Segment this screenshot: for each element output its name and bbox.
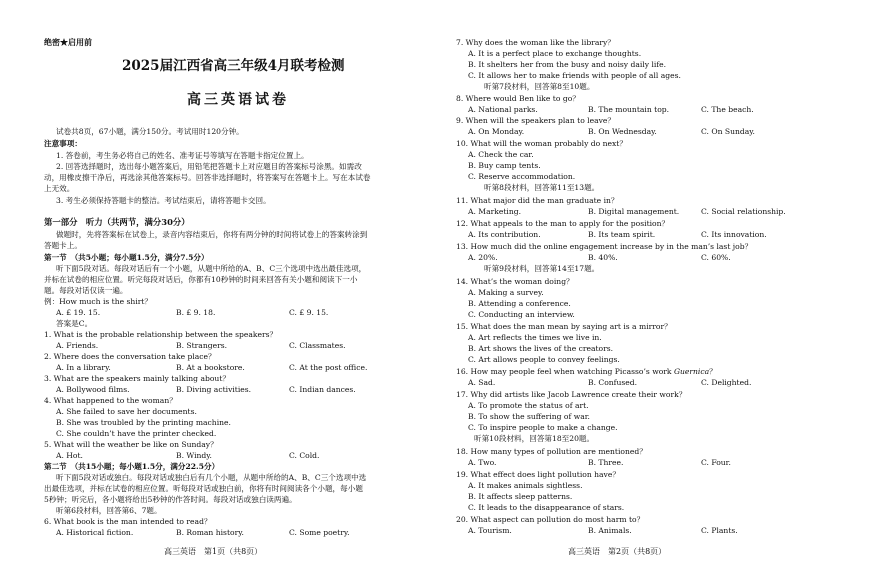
option: A. Tourism. [468, 526, 512, 535]
section1-intro: 并标在试卷的相应位置。听完每段对话后，你都有10秒钟的时间来回答有关小题和阅读下一小 [44, 275, 358, 284]
option: B. Windy. [176, 451, 212, 460]
listen-instruction: 听第8段材料，回答第11至13题。 [484, 183, 600, 192]
option: A. Sad. [468, 378, 496, 387]
option: C. It leads to the disappearance of stars. [468, 503, 625, 512]
option: C. Conducting an interview. [468, 310, 575, 319]
question-text: 20. What aspect can pollution do most harm to？ [456, 515, 645, 524]
option: B. 40%. [588, 253, 618, 262]
option: B. The mountain top. [588, 105, 670, 114]
notes-label: 注意事项： [44, 139, 82, 148]
part1-intro: 做题时，先将答案标在试卷上，录音内容结束后，你将有两分钟的时间将试卷上的答案转涂到 [56, 230, 368, 239]
note-line: 动，用橡皮擦干净后，再选涂其他答案标号。回答非选择题时，将答案写在答题卡上。写在本试卷 [44, 173, 371, 182]
question-text: 10. What will the woman probably do next？ [456, 139, 627, 148]
option: B. Roman history. [176, 528, 244, 537]
exam-title: 2025届江西省高三年级4月联考检测 [122, 58, 345, 74]
option: C. Art allows people to convey feelings. [468, 355, 620, 364]
option: A. She failed to save her documents. [56, 407, 197, 416]
section2-intro: 5秒钟；听完后，各小题将给出5秒钟的作答时间。每段对话或独白读两遍。 [44, 495, 297, 504]
option: C. On Sunday. [701, 127, 755, 136]
option: B. She was troubled by the printing machine. [56, 418, 231, 427]
option: B. On Wednesday. [588, 127, 657, 136]
question-text: 19. What effect does light pollution have？ [456, 470, 620, 479]
option: B. Attending a conference. [468, 299, 571, 308]
option: C. Some poetry. [289, 528, 350, 537]
option: A. Check the car. [468, 150, 534, 159]
listen-instruction: 听第6段材料，回答第6、7题。 [56, 506, 162, 515]
question-text: 3. What are the speakers mainly talking about？ [44, 374, 230, 383]
option: A. It is a perfect place to exchange thoughts. [468, 49, 642, 58]
note-line: 上无效。 [44, 184, 75, 193]
option: B. Confused. [588, 378, 638, 387]
option: A. Marketing. [468, 207, 521, 216]
option: C. It allows her to make friends with people of all ages. [468, 71, 681, 80]
question-text: 8. Where would Ben like to go？ [456, 94, 580, 103]
question-text: 2. Where does the conversation take place？ [44, 352, 216, 361]
option: A. 20%. [468, 253, 498, 262]
question-text: 11. What major did the man graduate in？ [456, 196, 619, 205]
option: A. Art reflects the times we live in. [468, 333, 602, 342]
option: B. Strangers. [176, 341, 228, 350]
exam-info: 试卷共8页，67小题，满分150分。考试用时120分钟。 [56, 127, 244, 136]
option: A. Two. [468, 458, 497, 467]
option: B. Buy camp tents. [468, 161, 541, 170]
listen-instruction: 听第7段材料，回答第8至10题。 [484, 82, 595, 91]
option: C. Classmates. [289, 341, 346, 350]
option: B. It shelters her from the busy and noisy daily life. [468, 60, 667, 69]
option: C. Its innovation. [701, 230, 767, 239]
question-text [456, 367, 717, 376]
option: B. Diving activities. [176, 385, 252, 394]
section1-intro: 题。每段对话仅读一遍。 [44, 286, 128, 295]
option: C. Four. [701, 458, 731, 467]
section2-intro: 听下面5段对话或独白。每段对话或独白后有几个小题，从题中所给的A、B、C三个选项中选 [56, 473, 367, 482]
part1-heading: 第一部分 听力（共两节，满分30分） [44, 217, 190, 227]
section2-heading: 第二节 （共15小题；每小题1.5分，满分22.5分） [44, 462, 220, 471]
option: C. 60%. [701, 253, 731, 262]
part1-intro: 答题卡上。 [44, 241, 82, 250]
option: C. To inspire people to make a change. [468, 423, 618, 432]
question-text: 15. What does the man mean by saying art is a mirror？ [456, 322, 672, 331]
note-line: 3. 考生必须保持答题卡的整洁。考试结束后，请将答题卡交回。 [56, 196, 271, 205]
example-answer: 答案是C。 [56, 319, 93, 328]
option: B. Three. [588, 458, 624, 467]
example-question: 例：How much is the shirt？ [44, 297, 153, 306]
section2-intro: 出最佳选项，并标在试卷的相应位置。听每段对话或独白前，你将有时间阅读各个小题，每小题 [44, 484, 363, 493]
option: A. Making a survey. [468, 288, 544, 297]
option: C. Social relationship. [701, 207, 786, 216]
option: A. National parks. [468, 105, 538, 114]
example-option: C. £ 9. 15. [289, 308, 329, 317]
question-text: 6. What book is the man intended to read？ [44, 517, 212, 526]
listen-instruction: 听第9段材料，回答第14至17题。 [484, 264, 600, 273]
option: A. On Monday. [468, 127, 525, 136]
page-footer-right: 高三英语 第2页（共8页） [568, 547, 667, 556]
question-text: 17. Why did artists like Jacob Lawrence create their work？ [456, 390, 687, 399]
question-text: 12. What appeals to the man to apply for the position？ [456, 219, 670, 228]
option: A. Bollywood films. [56, 385, 130, 394]
option: B. It affects sleep patterns. [468, 492, 573, 501]
section1-heading: 第一节 （共5小题；每小题1.5分，满分7.5分） [44, 253, 209, 262]
page-footer-left: 高三英语 第1页（共8页） [164, 547, 263, 556]
option: B. Animals. [588, 526, 632, 535]
option: B. Digital management. [588, 207, 680, 216]
option: B. Art shows the lives of the creators. [468, 344, 614, 353]
option: A. Hot. [56, 451, 83, 460]
option: B. To show the suffering of war. [468, 412, 590, 421]
question-text: 14. What’s the woman doing？ [456, 277, 574, 286]
note-line: 2. 回答选择题时，选出每小题答案后，用铅笔把答题卡上对应题目的答案标号涂黑。如需改 [56, 162, 362, 171]
option: C. She couldn’t have the printer checked. [56, 429, 217, 438]
option: A. To promote the status of art. [468, 401, 589, 410]
option: A. Its contribution. [468, 230, 541, 239]
option: C. Delighted. [701, 378, 752, 387]
option: B. At a bookstore. [176, 363, 245, 372]
question-text-part: 16. How may people feel when watching Picasso’s work [456, 367, 674, 376]
question-text: 4. What happened to the woman？ [44, 396, 177, 405]
question-text: 13. How much did the online engagement increase by in the man’s last job？ [456, 242, 753, 251]
secret-label: 绝密★启用前 [44, 37, 92, 47]
option: A. Friends. [56, 341, 99, 350]
option: C. At the post office. [289, 363, 368, 372]
option: C. Plants. [701, 526, 738, 535]
question-text: 7. Why does the woman like the library？ [456, 38, 615, 47]
paper-title: 高三英语试卷 [187, 92, 289, 108]
option: C. The beach. [701, 105, 754, 114]
question-text: 1. What is the probable relationship between the speakers？ [44, 330, 278, 339]
note-line: 1. 答卷前，考生务必将自己的姓名、准考证号等填写在答题卡指定位置上。 [56, 151, 309, 160]
artwork-title: Guernica [673, 367, 710, 376]
example-option: B. £ 9. 18. [176, 308, 216, 317]
option: C. Cold. [289, 451, 320, 460]
option: C. Reserve accommodation. [468, 172, 576, 181]
question-mark: ？ [709, 367, 717, 376]
listen-instruction: 听第10段材料，回答第18至20题。 [474, 434, 595, 443]
section1-intro: 听下面5段对话。每段对话后有一个小题，从题中所给的A、B、C三个选项中选出最佳选项， [56, 264, 367, 273]
question-text: 9. When will the speakers plan to leave？ [456, 116, 616, 125]
option: C. Indian dances. [289, 385, 356, 394]
option: A. In a library. [56, 363, 111, 372]
question-text: 5. What will the weather be like on Sunday？ [44, 440, 218, 449]
option: A. It makes animals sightless. [468, 481, 583, 490]
option: B. Its team spirit. [588, 230, 656, 239]
question-text: 18. How many types of pollution are mentioned？ [456, 447, 647, 456]
option: A. Historical fiction. [56, 528, 134, 537]
example-option: A. £ 19. 15. [56, 308, 101, 317]
